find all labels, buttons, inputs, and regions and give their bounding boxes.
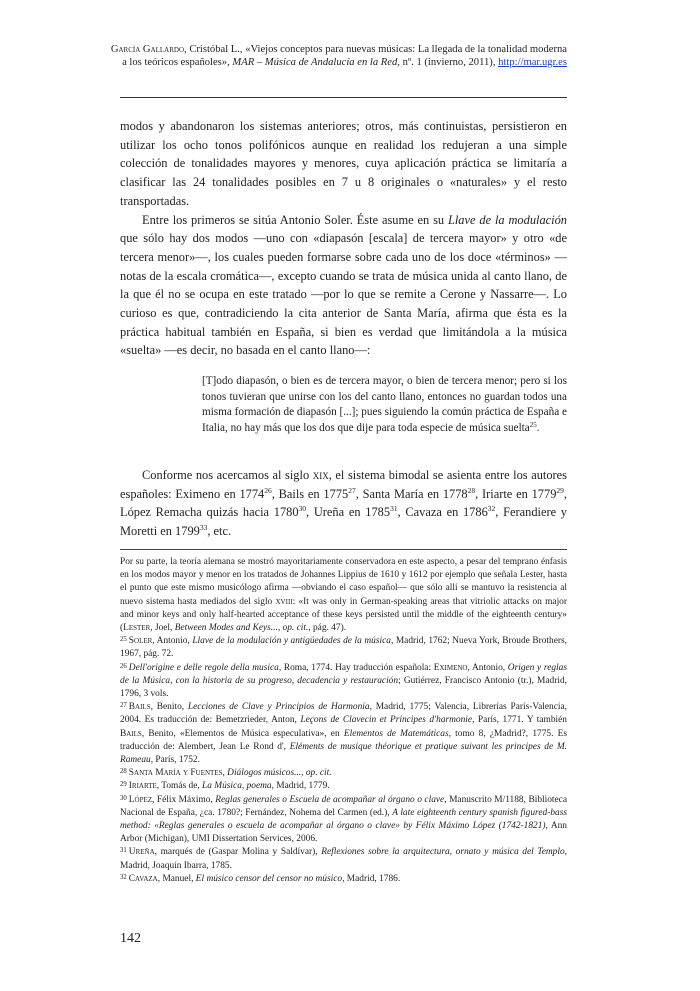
footnote-ref-26[interactable]: 26 (264, 485, 272, 495)
footnote-continued: Por su parte, la teoría alemana se mostró mayoritariamente conservadora en este aspecto, a pesar del temprano énfasis en los modos mayor y menor en los tratados de Johannes Lippius de 1610 y 1612 por ejemplo que señala Lester, hasta el punto que este mismo musicólogo afirma —obviando el caso español— que sólo allí se mantuvo la resistencia al nuevo sistema hasta mediados del siglo xviii: «It was only in German-speaking areas that vitriolic attacks on major and minor keys and only half-hearted acceptance of these keys persisted until the middle of the eighteenth century» (Lester, Joel, Between Modes and Keys..., op. cit., pág. 47). (120, 557, 567, 634)
footnote-ref-31[interactable]: 31 (390, 504, 398, 514)
header-url-link[interactable]: http://mar.ugr.es (498, 57, 567, 69)
main-text-continued (120, 466, 567, 541)
main-text (120, 117, 567, 360)
header-divider (120, 97, 567, 98)
header-author: García Gallardo (110, 44, 185, 55)
page-number: 142 (120, 931, 141, 946)
footnote-ref-29[interactable]: 29 (556, 485, 564, 495)
footnote-ref-32[interactable]: 32 (487, 504, 496, 514)
footnotes (120, 556, 567, 886)
footnote-ref-25[interactable]: 25 (529, 421, 537, 430)
paragraph-2: Entre los primeros se sitúa Antonio Soler. Éste asume en su Llave de la modulación que sólo hay dos modos —uno con «diapasón [escala] de tercera mayor» y otro «de tercera menor»—, los cuales pueden formarse sobre cada uno de los doce «términos» —notas de la escala cromática—, excepto cuando se trata de música unida al canto llano, de la que él no se ocupa en este tratado —por lo que se remite a Cerone y Nassarre—. Lo curioso es que, contradiciendo la cita anterior de Santa María, afirma que ésta es la práctica habitual también en España, si bien es verdad que limitándola a la música «suelta» —es decir, no basada en el canto llano—: (120, 212, 567, 358)
block-quote: [T]odo diapasón, o bien es de tercera mayor, o bien de tercera menor; pero si los tonos tuvieran que unirse con los del canto llano, entonces no guardan todos una misma formación de diapasón [...]; pues siguiendo la común práctica de España e Italia, no hay más que los dos que dije para toda especie de música suelta$^{25}$. (202, 375, 567, 435)
running-header (110, 43, 567, 69)
header-citation: , Cristóbal L., «Viejos conceptos para nuevas músicas: La llegada de la tonalidad moderna a los teóricos españoles», (122, 44, 567, 69)
footnote-divider (120, 549, 567, 550)
footnote-ref-30[interactable]: 30 (298, 504, 307, 514)
header-journal: MAR – Música de Andalucía en la Red (232, 57, 398, 69)
footnote-32: $^{32}$ Cavaza, Manuel, El músico censor del censor no músico, Madrid, 1786. (120, 873, 401, 884)
paragraph-3: Conforme nos acercamos al siglo xix, el sistema bimodal se asienta entre los autores españoles: Eximeno en 1774$^{26}$, Bails en 1775$^{27}$, Santa María en 1778$^{28}$, Iriarte en 1779$^{29}$, López Remacha quizás hacia 1780$^{30}$, Ureña en 1785$^{31}$, Cavaza en 1786$^{32}$, Ferandiere y Moretti en 1799$^{33}$, etc. (120, 468, 568, 539)
footnote-ref-33[interactable]: 33 (199, 523, 208, 533)
footnote-30: $^{30}$ López, Félix Máximo, Reglas generales o Escuela de acompañar al órgano o clave, Manuscrito M/1188, Biblioteca Nacional de España, ¿ca. 1780?; Fernández, Nohema del Carmen (ed.), A late eighteenth century spanish figured-bass method: «Reglas generales o escuela de acompañar al órgano o clave» by Félix Máximo López (1742-1821), Ann Arbor (Michigan), UMI Dissertation Services, 2006. (120, 794, 567, 845)
header-issue: , nº. 1 (invierno, 2011), (397, 57, 499, 69)
footnote-25: $^{25}$ Soler, Antonio, Llave de la modulación y antigüedades de la música, Madrid, 1762; Nueva York, Broude Brothers, 1967, pág. 72. (120, 636, 567, 660)
footnote-31: $^{31}$ Ureña, marqués de (Gaspar Molina y Saldívar), Reflexiones sobre la arquitectura, ornato y música del Templo, Madrid, Joaquín Ibarra, 1785. (120, 847, 567, 871)
footnote-ref-27[interactable]: 27 (348, 485, 356, 495)
footnote-28: $^{28}$ Santa María y Fuentes, Diálogos músicos..., op. cit. (120, 768, 332, 779)
footnote-26: $^{26}$ Dell'origine e delle regole della musica, Roma, 1774. Hay traducción española: Eximeno, Antonio, Origen y reglas de la Música, con la historia de su progreso, decadencia y restauración; Gutiérrez, Francisco Antonio (tr.), Madrid, 1796, 3 vols. (120, 662, 568, 700)
paragraph-1: modos y abandonaron los sistemas anteriores; otros, más continuistas, persistieron en utilizar los ocho tonos polifónicos aunque en realidad los redujeran a una simple colección de tonalidades mayores y menores, cuya aplicación práctica se limitaría a clasificar las 24 tonalidades posibles en 7 u 8 originales o «naturales» y el resto transportadas. (120, 119, 567, 208)
footnote-ref-28[interactable]: 28 (467, 485, 476, 495)
footnote-27: $^{27}$ Bails, Benito, Lecciones de Clave y Principios de Harmonía, Madrid, 1775; Valencia, Librerías París-Valencia, 2004. Es traducción de: Bemetzrieder, Anton, Leçons de Clavecin et Principes d'harmonie, París, 1771. Y también Bails, Benito, «Elementos de Música especulativa», en Elementos de Matemáticas, tomo 8, ¿Madrid?, 1775. Es traducción de: Alembert, Jean Le Rond d', Eléments de musique théorique et pratique suivant les principes de M. Rameau, París, 1752. (120, 702, 568, 766)
work-title: Llave de la modulación (447, 212, 567, 227)
footnote-29: $^{29}$ Iriarte, Tomás de, La Música, poema, Madrid, 1779. (120, 781, 330, 792)
